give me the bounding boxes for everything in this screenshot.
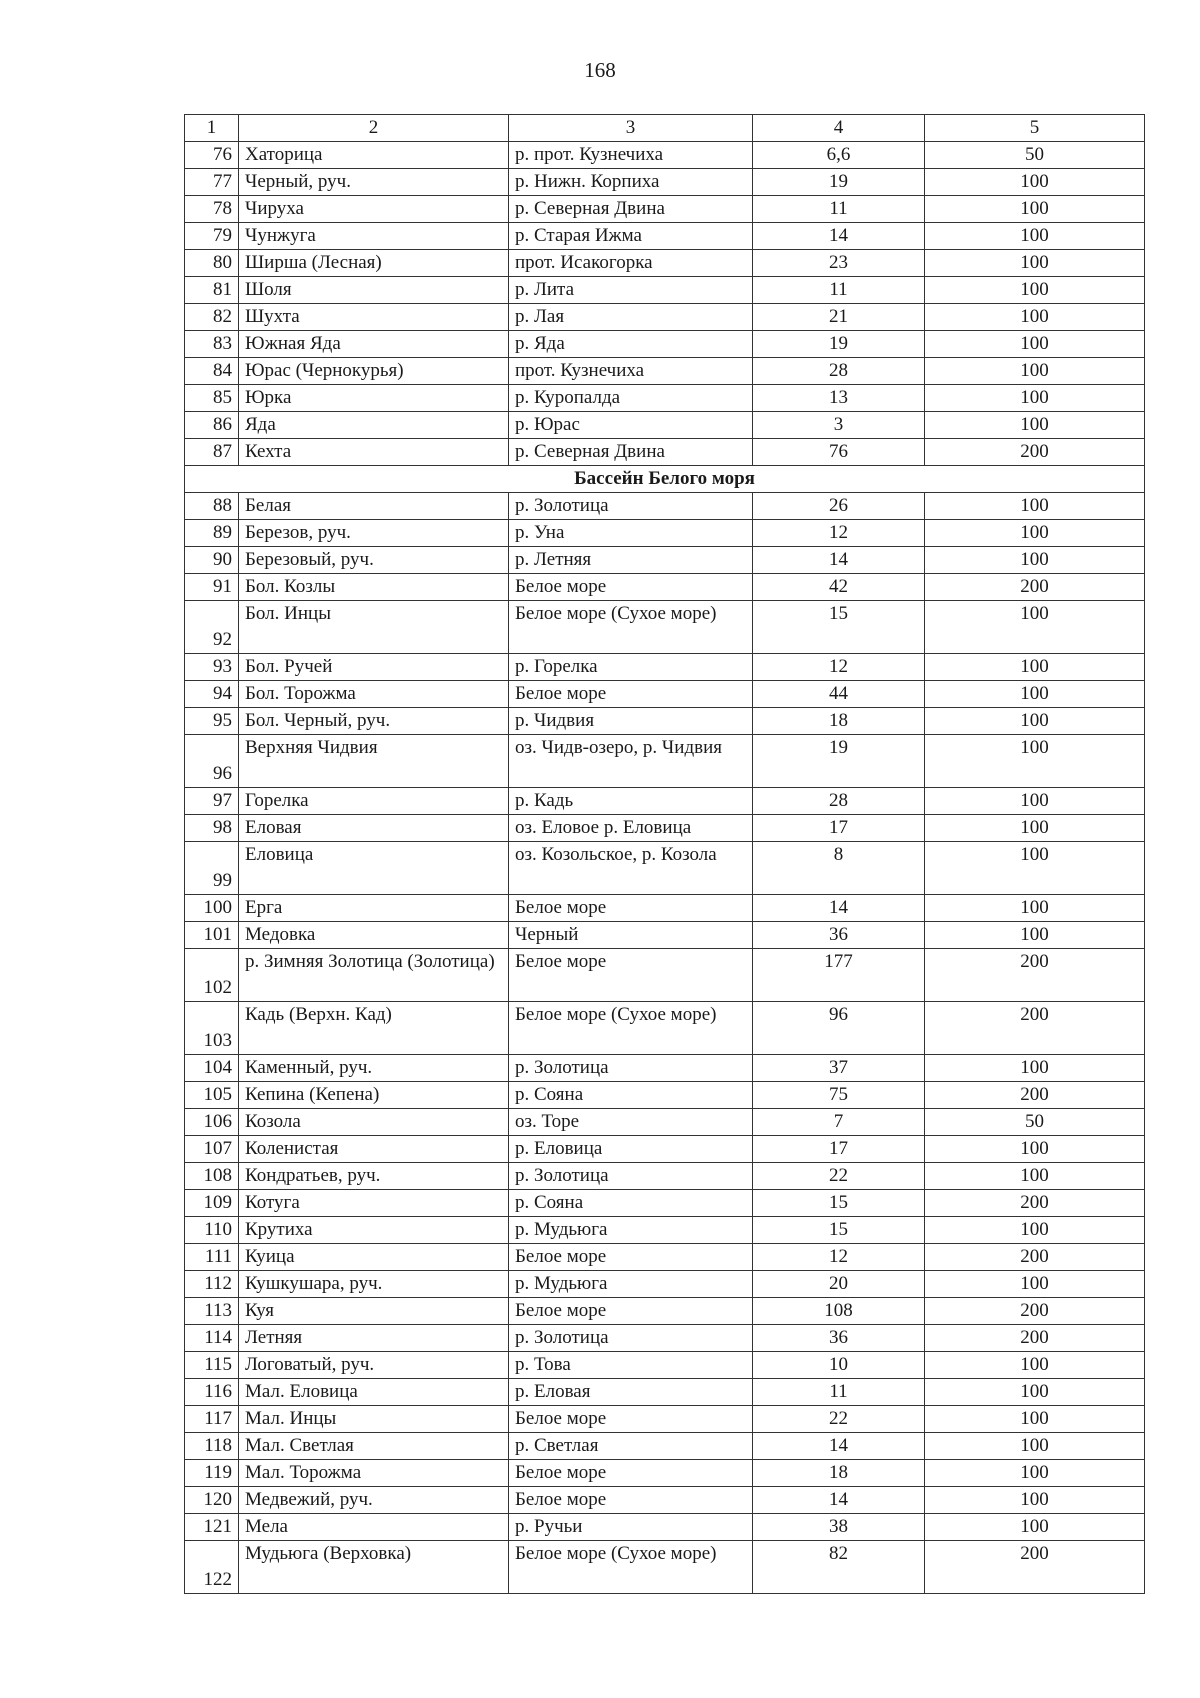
length-cell: 7 xyxy=(753,1109,925,1136)
row-number-cell: 96 xyxy=(185,735,239,788)
column-header: 5 xyxy=(925,115,1145,142)
width-cell: 100 xyxy=(925,815,1145,842)
section-header-row xyxy=(185,466,1145,493)
length-cell: 19 xyxy=(753,331,925,358)
mouth-cell: р. Мудьюга xyxy=(509,1217,753,1244)
table-row xyxy=(185,439,1145,466)
river-name-cell: Мал. Инцы xyxy=(239,1406,509,1433)
length-cell: 28 xyxy=(753,788,925,815)
river-name-cell: Кондратьев, руч. xyxy=(239,1163,509,1190)
width-cell: 200 xyxy=(925,1541,1145,1594)
river-name-cell: Ширша (Лесная) xyxy=(239,250,509,277)
mouth-cell: р. Старая Ижма xyxy=(509,223,753,250)
row-number-cell: 76 xyxy=(185,142,239,169)
table-row xyxy=(185,1487,1145,1514)
mouth-cell: прот. Кузнечиха xyxy=(509,358,753,385)
row-number-cell: 100 xyxy=(185,895,239,922)
river-name-cell: Березов, руч. xyxy=(239,520,509,547)
length-cell: 19 xyxy=(753,169,925,196)
river-name-cell: Кадь (Верхн. Кад) xyxy=(239,1002,509,1055)
table-header-row xyxy=(185,115,1145,142)
row-number-cell: 91 xyxy=(185,574,239,601)
river-name-cell: Медовка xyxy=(239,922,509,949)
table-row xyxy=(185,412,1145,439)
row-number-cell: 114 xyxy=(185,1325,239,1352)
table-row xyxy=(185,895,1145,922)
river-name-cell: Котуга xyxy=(239,1190,509,1217)
width-cell: 100 xyxy=(925,1217,1145,1244)
mouth-cell: р. Сояна xyxy=(509,1190,753,1217)
row-number-cell: 98 xyxy=(185,815,239,842)
row-number-cell: 122 xyxy=(185,1541,239,1594)
width-cell: 50 xyxy=(925,1109,1145,1136)
row-number-cell: 99 xyxy=(185,842,239,895)
mouth-cell: р. Светлая xyxy=(509,1433,753,1460)
mouth-cell: оз. Торе xyxy=(509,1109,753,1136)
row-number-cell: 108 xyxy=(185,1163,239,1190)
width-cell: 100 xyxy=(925,196,1145,223)
table-row xyxy=(185,1406,1145,1433)
mouth-cell: р. Чидвия xyxy=(509,708,753,735)
river-name-cell: Бол. Ручей xyxy=(239,654,509,681)
width-cell: 100 xyxy=(925,601,1145,654)
length-cell: 42 xyxy=(753,574,925,601)
river-name-cell: Еловая xyxy=(239,815,509,842)
table-row xyxy=(185,1460,1145,1487)
row-number-cell: 80 xyxy=(185,250,239,277)
width-cell: 100 xyxy=(925,358,1145,385)
table-row xyxy=(185,1352,1145,1379)
river-name-cell: Кепина (Кепена) xyxy=(239,1082,509,1109)
mouth-cell: р. Сояна xyxy=(509,1082,753,1109)
length-cell: 37 xyxy=(753,1055,925,1082)
width-cell: 200 xyxy=(925,1082,1145,1109)
river-name-cell: Мудьюга (Верховка) xyxy=(239,1541,509,1594)
mouth-cell: р. Северная Двина xyxy=(509,196,753,223)
mouth-cell: р. Това xyxy=(509,1352,753,1379)
width-cell: 100 xyxy=(925,735,1145,788)
mouth-cell: р. прот. Кузнечиха xyxy=(509,142,753,169)
mouth-cell: р. Горелка xyxy=(509,654,753,681)
river-name-cell: Южная Яда xyxy=(239,331,509,358)
river-name-cell: Бол. Козлы xyxy=(239,574,509,601)
width-cell: 100 xyxy=(925,331,1145,358)
length-cell: 14 xyxy=(753,1433,925,1460)
length-cell: 6,6 xyxy=(753,142,925,169)
length-cell: 18 xyxy=(753,1460,925,1487)
table-row xyxy=(185,358,1145,385)
river-name-cell: Еловица xyxy=(239,842,509,895)
mouth-cell: Белое море xyxy=(509,949,753,1002)
mouth-cell: р. Ручьи xyxy=(509,1514,753,1541)
mouth-cell: р. Еловица xyxy=(509,1136,753,1163)
river-name-cell: Мал. Светлая xyxy=(239,1433,509,1460)
length-cell: 75 xyxy=(753,1082,925,1109)
table-row xyxy=(185,654,1145,681)
mouth-cell: оз. Чидв-озеро, р. Чидвия xyxy=(509,735,753,788)
width-cell: 100 xyxy=(925,788,1145,815)
width-cell: 100 xyxy=(925,708,1145,735)
row-number-cell: 111 xyxy=(185,1244,239,1271)
width-cell: 100 xyxy=(925,385,1145,412)
width-cell: 200 xyxy=(925,439,1145,466)
width-cell: 100 xyxy=(925,1487,1145,1514)
length-cell: 18 xyxy=(753,708,925,735)
river-name-cell: Козола xyxy=(239,1109,509,1136)
page-number: 168 xyxy=(584,58,616,82)
width-cell: 100 xyxy=(925,1136,1145,1163)
length-cell: 20 xyxy=(753,1271,925,1298)
table-row xyxy=(185,681,1145,708)
width-cell: 200 xyxy=(925,1298,1145,1325)
row-number-cell: 119 xyxy=(185,1460,239,1487)
table-row xyxy=(185,1163,1145,1190)
table-row xyxy=(185,949,1145,1002)
row-number-cell: 87 xyxy=(185,439,239,466)
table-row xyxy=(185,1055,1145,1082)
row-number-cell: 97 xyxy=(185,788,239,815)
table-row xyxy=(185,331,1145,358)
row-number-cell: 118 xyxy=(185,1433,239,1460)
table-row xyxy=(185,1379,1145,1406)
river-name-cell: Черный, руч. xyxy=(239,169,509,196)
river-name-cell: Шухта xyxy=(239,304,509,331)
mouth-cell: р. Золотица xyxy=(509,1055,753,1082)
mouth-cell: р. Еловая xyxy=(509,1379,753,1406)
river-name-cell: Мал. Еловица xyxy=(239,1379,509,1406)
mouth-cell: р. Золотица xyxy=(509,493,753,520)
river-name-cell: Летняя xyxy=(239,1325,509,1352)
table-row xyxy=(185,1271,1145,1298)
width-cell: 200 xyxy=(925,1190,1145,1217)
table-row xyxy=(185,1136,1145,1163)
mouth-cell: Белое море xyxy=(509,1487,753,1514)
width-cell: 200 xyxy=(925,1244,1145,1271)
table-row xyxy=(185,223,1145,250)
table-row xyxy=(185,1244,1145,1271)
row-number-cell: 82 xyxy=(185,304,239,331)
length-cell: 14 xyxy=(753,223,925,250)
length-cell: 12 xyxy=(753,520,925,547)
length-cell: 36 xyxy=(753,1325,925,1352)
length-cell: 3 xyxy=(753,412,925,439)
table-row xyxy=(185,735,1145,788)
river-name-cell: Каменный, руч. xyxy=(239,1055,509,1082)
row-number-cell: 101 xyxy=(185,922,239,949)
mouth-cell: р. Уна xyxy=(509,520,753,547)
mouth-cell: р. Лита xyxy=(509,277,753,304)
river-name-cell: Горелка xyxy=(239,788,509,815)
width-cell: 100 xyxy=(925,1433,1145,1460)
width-cell: 100 xyxy=(925,493,1145,520)
width-cell: 200 xyxy=(925,1002,1145,1055)
river-name-cell: Кехта xyxy=(239,439,509,466)
mouth-cell: прот. Исакогорка xyxy=(509,250,753,277)
river-name-cell: Коленистая xyxy=(239,1136,509,1163)
column-header: 2 xyxy=(239,115,509,142)
mouth-cell: Белое море xyxy=(509,1244,753,1271)
length-cell: 14 xyxy=(753,547,925,574)
river-name-cell: Юрас (Чернокурья) xyxy=(239,358,509,385)
row-number-cell: 116 xyxy=(185,1379,239,1406)
width-cell: 100 xyxy=(925,520,1145,547)
width-cell: 100 xyxy=(925,842,1145,895)
row-number-cell: 106 xyxy=(185,1109,239,1136)
table-row xyxy=(185,142,1145,169)
length-cell: 11 xyxy=(753,1379,925,1406)
river-name-cell: Кушкушара, руч. xyxy=(239,1271,509,1298)
river-name-cell: Яда xyxy=(239,412,509,439)
mouth-cell: Черный xyxy=(509,922,753,949)
width-cell: 100 xyxy=(925,1055,1145,1082)
row-number-cell: 90 xyxy=(185,547,239,574)
length-cell: 28 xyxy=(753,358,925,385)
river-name-cell: Куя xyxy=(239,1298,509,1325)
table-row xyxy=(185,493,1145,520)
mouth-cell: Белое море xyxy=(509,1406,753,1433)
row-number-cell: 79 xyxy=(185,223,239,250)
row-number-cell: 93 xyxy=(185,654,239,681)
width-cell: 100 xyxy=(925,1406,1145,1433)
table-row xyxy=(185,277,1145,304)
row-number-cell: 112 xyxy=(185,1271,239,1298)
table-row xyxy=(185,788,1145,815)
row-number-cell: 78 xyxy=(185,196,239,223)
length-cell: 21 xyxy=(753,304,925,331)
river-name-cell: Крутиха xyxy=(239,1217,509,1244)
row-number-cell: 109 xyxy=(185,1190,239,1217)
table-row xyxy=(185,1190,1145,1217)
table-row xyxy=(185,574,1145,601)
row-number-cell: 105 xyxy=(185,1082,239,1109)
width-cell: 100 xyxy=(925,1271,1145,1298)
width-cell: 100 xyxy=(925,1514,1145,1541)
table-row xyxy=(185,196,1145,223)
table-row xyxy=(185,1433,1145,1460)
length-cell: 177 xyxy=(753,949,925,1002)
mouth-cell: р. Нижн. Корпиха xyxy=(509,169,753,196)
width-cell: 100 xyxy=(925,169,1145,196)
mouth-cell: Белое море xyxy=(509,574,753,601)
river-name-cell: Верхняя Чидвия xyxy=(239,735,509,788)
length-cell: 15 xyxy=(753,601,925,654)
row-number-cell: 95 xyxy=(185,708,239,735)
width-cell: 200 xyxy=(925,574,1145,601)
table-row xyxy=(185,1109,1145,1136)
table-row xyxy=(185,601,1145,654)
row-number-cell: 86 xyxy=(185,412,239,439)
mouth-cell: Белое море (Сухое море) xyxy=(509,601,753,654)
table-row xyxy=(185,547,1145,574)
river-name-cell: Белая xyxy=(239,493,509,520)
width-cell: 100 xyxy=(925,250,1145,277)
length-cell: 38 xyxy=(753,1514,925,1541)
length-cell: 15 xyxy=(753,1190,925,1217)
table-row xyxy=(185,708,1145,735)
table-row xyxy=(185,922,1145,949)
row-number-cell: 115 xyxy=(185,1352,239,1379)
mouth-cell: р. Юрас xyxy=(509,412,753,439)
river-name-cell: Логоватый, руч. xyxy=(239,1352,509,1379)
length-cell: 96 xyxy=(753,1002,925,1055)
river-name-cell: Бол. Черный, руч. xyxy=(239,708,509,735)
length-cell: 12 xyxy=(753,654,925,681)
table-row xyxy=(185,520,1145,547)
row-number-cell: 117 xyxy=(185,1406,239,1433)
row-number-cell: 85 xyxy=(185,385,239,412)
width-cell: 100 xyxy=(925,1379,1145,1406)
river-name-cell: Куица xyxy=(239,1244,509,1271)
mouth-cell: Белое море (Сухое море) xyxy=(509,1002,753,1055)
length-cell: 14 xyxy=(753,895,925,922)
mouth-cell: оз. Еловое р. Еловица xyxy=(509,815,753,842)
row-number-cell: 84 xyxy=(185,358,239,385)
column-header: 4 xyxy=(753,115,925,142)
river-name-cell: Мела xyxy=(239,1514,509,1541)
mouth-cell: р. Куропалда xyxy=(509,385,753,412)
row-number-cell: 102 xyxy=(185,949,239,1002)
row-number-cell: 94 xyxy=(185,681,239,708)
mouth-cell: Белое море xyxy=(509,681,753,708)
table-row xyxy=(185,815,1145,842)
column-header: 1 xyxy=(185,115,239,142)
length-cell: 14 xyxy=(753,1487,925,1514)
mouth-cell: Белое море xyxy=(509,895,753,922)
length-cell: 11 xyxy=(753,277,925,304)
row-number-cell: 107 xyxy=(185,1136,239,1163)
length-cell: 22 xyxy=(753,1406,925,1433)
row-number-cell: 103 xyxy=(185,1002,239,1055)
width-cell: 100 xyxy=(925,412,1145,439)
length-cell: 108 xyxy=(753,1298,925,1325)
table-row xyxy=(185,1325,1145,1352)
width-cell: 100 xyxy=(925,277,1145,304)
length-cell: 26 xyxy=(753,493,925,520)
length-cell: 82 xyxy=(753,1541,925,1594)
length-cell: 8 xyxy=(753,842,925,895)
mouth-cell: р. Летняя xyxy=(509,547,753,574)
length-cell: 17 xyxy=(753,1136,925,1163)
row-number-cell: 121 xyxy=(185,1514,239,1541)
length-cell: 44 xyxy=(753,681,925,708)
river-name-cell: Бол. Торожма xyxy=(239,681,509,708)
width-cell: 100 xyxy=(925,895,1145,922)
table-row xyxy=(185,1217,1145,1244)
river-name-cell: Чунжуга xyxy=(239,223,509,250)
table-row xyxy=(185,169,1145,196)
table-row xyxy=(185,1002,1145,1055)
row-number-cell: 83 xyxy=(185,331,239,358)
length-cell: 22 xyxy=(753,1163,925,1190)
mouth-cell: р. Золотица xyxy=(509,1325,753,1352)
row-number-cell: 77 xyxy=(185,169,239,196)
table-row xyxy=(185,250,1145,277)
width-cell: 100 xyxy=(925,223,1145,250)
river-name-cell: Медвежий, руч. xyxy=(239,1487,509,1514)
row-number-cell: 120 xyxy=(185,1487,239,1514)
river-name-cell: Шоля xyxy=(239,277,509,304)
mouth-cell: р. Кадь xyxy=(509,788,753,815)
length-cell: 76 xyxy=(753,439,925,466)
length-cell: 15 xyxy=(753,1217,925,1244)
river-name-cell: Ерга xyxy=(239,895,509,922)
mouth-cell: р. Яда xyxy=(509,331,753,358)
length-cell: 13 xyxy=(753,385,925,412)
column-header: 3 xyxy=(509,115,753,142)
width-cell: 100 xyxy=(925,1163,1145,1190)
row-number-cell: 113 xyxy=(185,1298,239,1325)
width-cell: 200 xyxy=(925,1325,1145,1352)
width-cell: 100 xyxy=(925,1352,1145,1379)
mouth-cell: р. Лая xyxy=(509,304,753,331)
width-cell: 100 xyxy=(925,681,1145,708)
table-row xyxy=(185,1541,1145,1594)
row-number-cell: 110 xyxy=(185,1217,239,1244)
width-cell: 100 xyxy=(925,547,1145,574)
length-cell: 10 xyxy=(753,1352,925,1379)
river-name-cell: Бол. Инцы xyxy=(239,601,509,654)
table-row xyxy=(185,842,1145,895)
table-body xyxy=(185,115,1145,1594)
row-number-cell: 88 xyxy=(185,493,239,520)
table-row xyxy=(185,1298,1145,1325)
rivers-table xyxy=(184,114,1145,1594)
mouth-cell: Белое море xyxy=(509,1298,753,1325)
river-name-cell: Чируха xyxy=(239,196,509,223)
mouth-cell: Белое море xyxy=(509,1460,753,1487)
width-cell: 100 xyxy=(925,304,1145,331)
table-row xyxy=(185,304,1145,331)
length-cell: 12 xyxy=(753,1244,925,1271)
mouth-cell: оз. Козольское, р. Козола xyxy=(509,842,753,895)
river-name-cell: р. Зимняя Золотица (Золотица) xyxy=(239,949,509,1002)
row-number-cell: 92 xyxy=(185,601,239,654)
length-cell: 19 xyxy=(753,735,925,788)
mouth-cell: р. Золотица xyxy=(509,1163,753,1190)
river-name-cell: Березовый, руч. xyxy=(239,547,509,574)
length-cell: 36 xyxy=(753,922,925,949)
row-number-cell: 89 xyxy=(185,520,239,547)
table-row xyxy=(185,385,1145,412)
section-title: Бассейн Белого моря xyxy=(185,466,1145,493)
width-cell: 100 xyxy=(925,922,1145,949)
length-cell: 17 xyxy=(753,815,925,842)
width-cell: 100 xyxy=(925,1460,1145,1487)
length-cell: 23 xyxy=(753,250,925,277)
length-cell: 11 xyxy=(753,196,925,223)
width-cell: 100 xyxy=(925,654,1145,681)
river-name-cell: Хаторица xyxy=(239,142,509,169)
mouth-cell: Белое море (Сухое море) xyxy=(509,1541,753,1594)
mouth-cell: р. Мудьюга xyxy=(509,1271,753,1298)
row-number-cell: 81 xyxy=(185,277,239,304)
row-number-cell: 104 xyxy=(185,1055,239,1082)
mouth-cell: р. Северная Двина xyxy=(509,439,753,466)
table-row xyxy=(185,1082,1145,1109)
width-cell: 200 xyxy=(925,949,1145,1002)
river-name-cell: Мал. Торожма xyxy=(239,1460,509,1487)
width-cell: 50 xyxy=(925,142,1145,169)
river-name-cell: Юрка xyxy=(239,385,509,412)
table-row xyxy=(185,1514,1145,1541)
